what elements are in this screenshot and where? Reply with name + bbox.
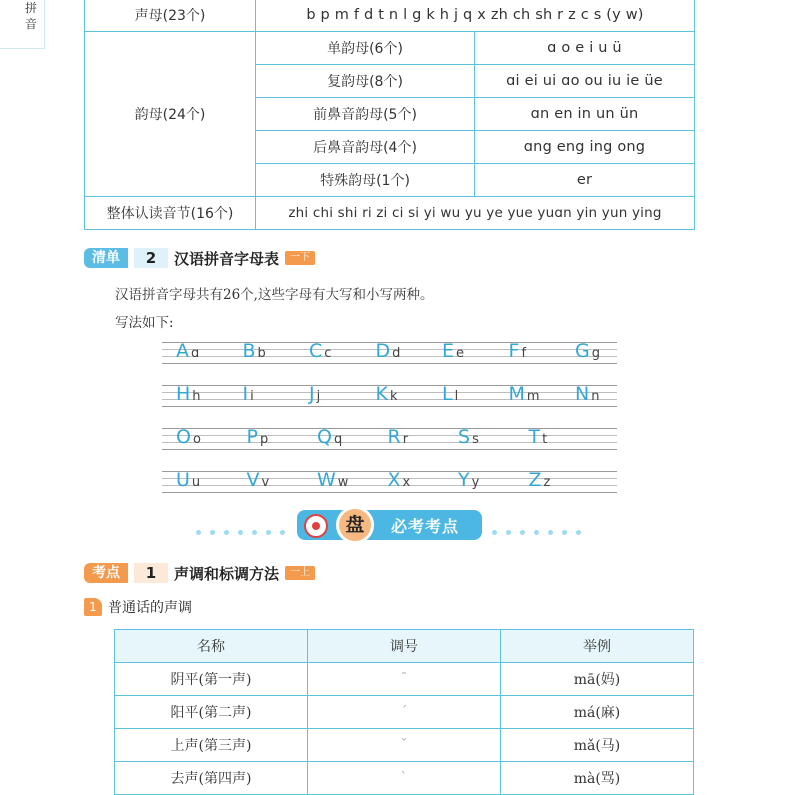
uppercase-letter: Y bbox=[458, 469, 470, 491]
lowercase-letter: ɑ bbox=[191, 346, 200, 361]
finals-value: ɑng eng ing ong bbox=[475, 131, 695, 164]
uppercase-letter: Q bbox=[317, 426, 332, 448]
section-number: 2 bbox=[134, 248, 168, 268]
uppercase-letter: T bbox=[528, 426, 541, 448]
lowercase-letter: u bbox=[191, 475, 201, 490]
finals-label: 韵母(24个) bbox=[85, 32, 256, 197]
lowercase-letter: k bbox=[389, 389, 398, 404]
lowercase-letter: l bbox=[454, 389, 459, 404]
alphabet-row bbox=[162, 428, 617, 450]
section-title: 声调和标调方法 bbox=[174, 564, 280, 583]
finals-value: ɑn en in un ün bbox=[475, 98, 695, 131]
uppercase-letter: F bbox=[508, 340, 520, 362]
whole-syllables-value: zhi chi shi ri zi ci si yi wu yu ye yue yuɑn yin yun ying bbox=[256, 197, 695, 230]
lowercase-letter: c bbox=[324, 346, 332, 361]
whole-syllables-label: 整体认读音节(16个) bbox=[85, 197, 256, 230]
letter-pair bbox=[442, 340, 464, 362]
must-test-banner bbox=[196, 508, 591, 546]
tone-example: mǎ(马) bbox=[501, 729, 694, 762]
letter-pair bbox=[309, 383, 320, 405]
side-tab-label: 拼 音 bbox=[24, 1, 37, 31]
consonants-value: b p m f d t n l g k h j q x zh ch sh r z c s (y w) bbox=[256, 0, 695, 32]
letter-pair bbox=[509, 340, 527, 362]
table-row bbox=[115, 729, 694, 762]
banner-title: 必考考点 bbox=[391, 517, 460, 536]
letter-pair bbox=[317, 469, 348, 491]
lowercase-letter: w bbox=[337, 475, 349, 490]
banner-circle: 盘 bbox=[336, 506, 374, 544]
chapter-side-tab[interactable] bbox=[0, 0, 45, 49]
lowercase-letter: s bbox=[472, 432, 479, 447]
letter-pair bbox=[388, 426, 409, 448]
tone-name: 去声(第四声) bbox=[115, 762, 308, 795]
table-header-row bbox=[115, 630, 694, 663]
uppercase-letter: N bbox=[575, 383, 590, 405]
intro-text-2: 写法如下: bbox=[115, 315, 174, 331]
uppercase-letter: R bbox=[387, 426, 401, 448]
uppercase-letter: L bbox=[442, 383, 453, 405]
finals-type: 复韵母(8个) bbox=[256, 65, 475, 98]
tone-mark: ˇ bbox=[308, 729, 501, 762]
finals-type: 后鼻音韵母(4个) bbox=[256, 131, 475, 164]
letter-pair bbox=[176, 383, 201, 405]
lowercase-letter: g bbox=[591, 346, 600, 361]
uppercase-letter: U bbox=[176, 469, 190, 491]
uppercase-letter: I bbox=[242, 383, 249, 405]
finals-value: er bbox=[475, 164, 695, 197]
lowercase-letter: h bbox=[192, 389, 201, 404]
table-row bbox=[115, 696, 694, 729]
subsection-number: 1 bbox=[84, 598, 102, 616]
lowercase-letter: t bbox=[542, 432, 548, 447]
column-header: 调号 bbox=[308, 630, 501, 663]
lowercase-letter: e bbox=[456, 346, 465, 361]
lowercase-letter: q bbox=[333, 432, 343, 447]
subsection-title: 普通话的声调 bbox=[108, 600, 192, 616]
lowercase-letter: r bbox=[402, 432, 409, 447]
uppercase-letter: P bbox=[246, 426, 258, 448]
lowercase-letter: i bbox=[250, 389, 254, 404]
section-tag: 考点 bbox=[84, 563, 128, 583]
lowercase-letter: v bbox=[261, 475, 270, 490]
lowercase-letter: p bbox=[259, 432, 269, 447]
lowercase-letter: b bbox=[257, 346, 266, 361]
letter-pair bbox=[176, 426, 201, 448]
intro-text: 汉语拼音字母共有26个,这些字母有大写和小写两种。 bbox=[115, 287, 434, 303]
uppercase-letter: B bbox=[242, 340, 256, 362]
tone-name: 阴平(第一声) bbox=[115, 663, 308, 696]
table-row bbox=[115, 762, 694, 795]
letter-pair bbox=[575, 340, 600, 362]
finals-type: 前鼻音韵母(5个) bbox=[256, 98, 475, 131]
tone-example: má(麻) bbox=[501, 696, 694, 729]
uppercase-letter: E bbox=[442, 340, 455, 362]
column-header: 名称 bbox=[115, 630, 308, 663]
uppercase-letter: V bbox=[246, 469, 260, 491]
consonants-label: 声母(23个) bbox=[85, 0, 256, 32]
banner-dots-right bbox=[492, 530, 581, 536]
tone-name: 上声(第三声) bbox=[115, 729, 308, 762]
letter-pair bbox=[442, 383, 458, 405]
letter-pair bbox=[176, 340, 199, 362]
section-title: 汉语拼音字母表 bbox=[174, 249, 280, 268]
finals-value: ɑ o e i u ü bbox=[475, 32, 695, 65]
uppercase-letter: S bbox=[458, 426, 471, 448]
uppercase-letter: K bbox=[375, 383, 388, 405]
letter-pair bbox=[575, 383, 599, 405]
target-icon bbox=[304, 514, 328, 538]
tone-mark: ˊ bbox=[308, 696, 501, 729]
lowercase-letter: f bbox=[521, 346, 527, 361]
table-row bbox=[115, 663, 694, 696]
table-row bbox=[85, 0, 695, 32]
finals-value: ɑi ei ui ɑo ou iu ie üe bbox=[475, 65, 695, 98]
banner-dots-left bbox=[196, 530, 285, 536]
uppercase-letter: M bbox=[508, 383, 525, 405]
table-row bbox=[85, 32, 695, 65]
letter-pair bbox=[243, 340, 266, 362]
subsection-header bbox=[84, 597, 192, 617]
tone-mark: ˉ bbox=[308, 663, 501, 696]
uppercase-letter: H bbox=[176, 383, 191, 405]
lowercase-letter: x bbox=[402, 475, 411, 490]
lowercase-letter: o bbox=[192, 432, 201, 447]
lowercase-letter: n bbox=[591, 389, 600, 404]
letter-pair bbox=[458, 469, 479, 491]
alphabet-row bbox=[162, 385, 617, 407]
uppercase-letter: O bbox=[176, 426, 191, 448]
letter-pair bbox=[509, 383, 540, 405]
tone-mark: ˋ bbox=[308, 762, 501, 795]
table-row bbox=[85, 197, 695, 230]
tone-name: 阳平(第二声) bbox=[115, 696, 308, 729]
alphabet-row bbox=[162, 342, 617, 364]
section-number: 1 bbox=[134, 563, 168, 583]
section-header-alphabet bbox=[84, 247, 315, 269]
letter-pair bbox=[243, 383, 254, 405]
letter-pair bbox=[247, 469, 270, 491]
tone-example: mā(妈) bbox=[501, 663, 694, 696]
letter-pair bbox=[529, 469, 551, 491]
pinyin-overview-table bbox=[84, 0, 695, 230]
letter-pair bbox=[388, 469, 411, 491]
uppercase-letter: G bbox=[575, 340, 590, 362]
letter-pair bbox=[458, 426, 479, 448]
letter-pair bbox=[317, 426, 342, 448]
finals-type: 特殊韵母(1个) bbox=[256, 164, 475, 197]
lowercase-letter: m bbox=[526, 389, 540, 404]
uppercase-letter: W bbox=[317, 469, 336, 491]
lowercase-letter: y bbox=[471, 475, 480, 490]
letter-pair bbox=[247, 426, 269, 448]
lowercase-letter: d bbox=[392, 346, 401, 361]
grade-badge: 一上 bbox=[285, 566, 315, 580]
uppercase-letter: Z bbox=[528, 469, 542, 491]
letter-pair bbox=[376, 383, 398, 405]
letter-pair bbox=[176, 469, 200, 491]
uppercase-letter: D bbox=[375, 340, 391, 362]
letter-pair bbox=[376, 340, 401, 362]
uppercase-letter: A bbox=[176, 340, 189, 362]
letter-pair bbox=[529, 426, 548, 448]
section-header-tones bbox=[84, 562, 315, 584]
uppercase-letter: J bbox=[309, 383, 315, 405]
lowercase-letter: j bbox=[316, 389, 321, 404]
tone-table bbox=[114, 629, 694, 795]
uppercase-letter: C bbox=[309, 340, 323, 362]
alphabet-row bbox=[162, 471, 617, 493]
grade-badge: 一下 bbox=[285, 251, 315, 265]
uppercase-letter: X bbox=[387, 469, 401, 491]
letter-pair bbox=[309, 340, 331, 362]
column-header: 举例 bbox=[501, 630, 694, 663]
section-tag: 清单 bbox=[84, 248, 128, 268]
lowercase-letter: z bbox=[543, 475, 551, 490]
tone-example: mà(骂) bbox=[501, 762, 694, 795]
finals-type: 单韵母(6个) bbox=[256, 32, 475, 65]
